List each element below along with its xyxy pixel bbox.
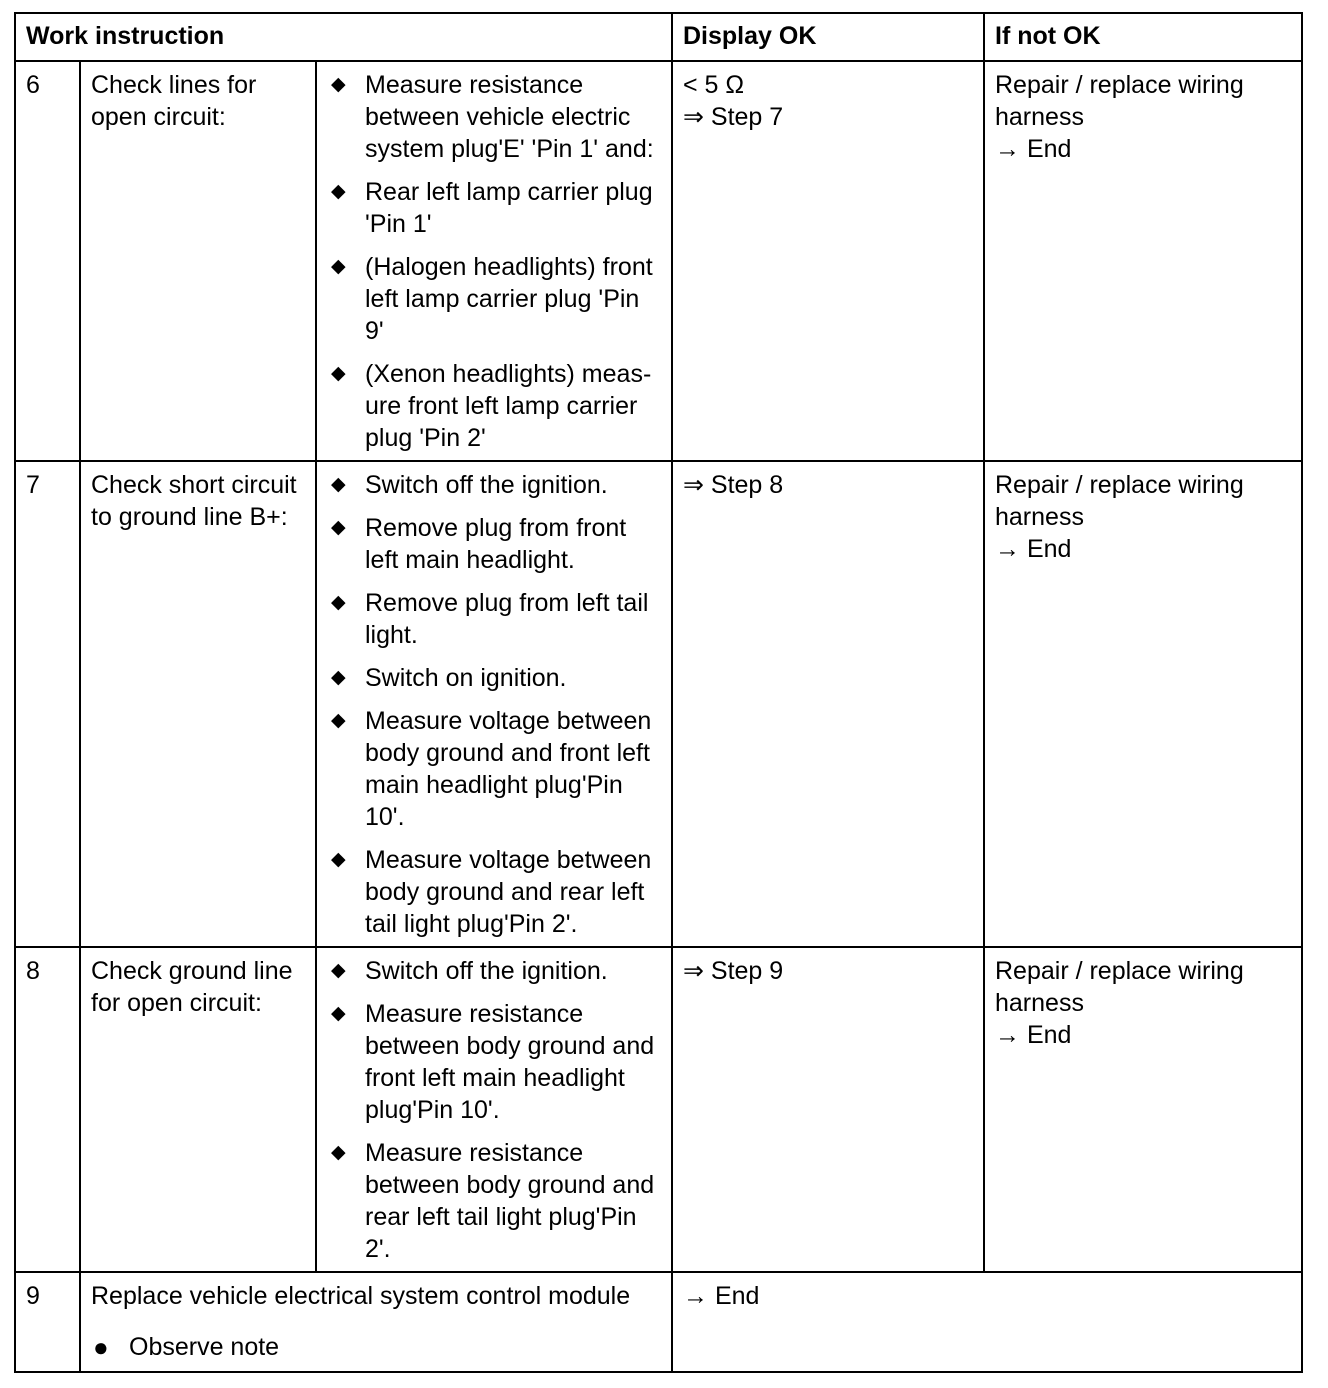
step-number: 6 — [15, 61, 80, 461]
step-number: 9 — [15, 1272, 80, 1372]
diamond-bullet-icon: ◆ — [331, 181, 346, 202]
step-number: 7 — [15, 461, 80, 947]
display-ok-cell: → End — [672, 1272, 1302, 1372]
step-title: Check short circuit to ground line B+: — [80, 461, 316, 947]
work-instruction-table — [14, 12, 1303, 1373]
list-item: ◆ Measure voltage between body ground and rear left tail light plug'Pin 2'. — [331, 846, 652, 938]
table-row — [15, 61, 1302, 461]
header-if-not-ok: If not OK — [984, 13, 1302, 61]
list-item: ◆ Rear left lamp carrier plug 'Pin 1' — [331, 178, 653, 238]
step-actions — [316, 461, 672, 947]
header-display-ok: Display OK — [672, 13, 984, 61]
header-row — [15, 13, 1302, 61]
list-item: ◆ (Halogen headlights) front left lamp carrier plug 'Pin 9' — [331, 253, 653, 345]
list-item: ◆ Switch on ignition. — [331, 664, 567, 692]
step-title: Replace vehicle electrical system control module ● Observe note — [80, 1272, 672, 1372]
list-item: ◆ Remove plug from left tail light. — [331, 589, 649, 649]
table-row — [15, 461, 1302, 947]
table-row — [15, 947, 1302, 1272]
diamond-bullet-icon: ◆ — [331, 74, 346, 95]
display-ok-cell: < 5 Ω ⇒ Step 7 — [672, 61, 984, 461]
list-item: ◆ Switch off the ignition. — [331, 957, 608, 985]
diamond-bullet-icon: ◆ — [331, 849, 346, 870]
if-not-ok-cell: Repair / replace wiring harness → End — [984, 461, 1302, 947]
diamond-bullet-icon: ◆ — [331, 474, 346, 495]
diamond-bullet-icon: ◆ — [331, 1003, 346, 1024]
step-title: Check ground line for open circuit: — [80, 947, 316, 1272]
list-item: ● Observe note — [93, 1332, 280, 1362]
step-actions — [316, 61, 672, 461]
list-item: ◆ Measure resistance between body ground and front left main headlight plug'Pin 10'. — [331, 1000, 655, 1124]
list-item: ◆ Measure resistance between vehicle electric system plug'E' 'Pin 1' and: — [331, 71, 654, 163]
if-not-ok-cell: Repair / replace wiring harness → End — [984, 947, 1302, 1272]
list-item: ◆ Measure resistance between body ground and rear left tail light plug'Pin 2'. — [331, 1139, 655, 1263]
list-item: ◆ Measure voltage between body ground and front left main headlight plug'Pin 10'. — [331, 707, 652, 831]
list-item: ◆ (Xenon headlights) measure front left lamp carrier plug 'Pin 2' — [331, 360, 652, 452]
header-work-instruction: Work instruction — [15, 13, 672, 61]
diamond-bullet-icon: ◆ — [331, 592, 346, 613]
table-row — [15, 1272, 1302, 1372]
diamond-bullet-icon: ◆ — [331, 960, 346, 981]
display-ok-cell: ⇒ Step 8 — [672, 461, 984, 947]
diamond-bullet-icon: ◆ — [331, 1142, 346, 1163]
diamond-bullet-icon: ◆ — [331, 517, 346, 538]
diamond-bullet-icon: ◆ — [331, 710, 346, 731]
display-ok-cell: ⇒ Step 9 — [672, 947, 984, 1272]
diamond-bullet-icon: ◆ — [331, 256, 346, 277]
list-item: ◆ Switch off the ignition. — [331, 471, 608, 499]
step-title: Check lines for open circuit: — [80, 61, 316, 461]
diamond-bullet-icon: ◆ — [331, 363, 346, 384]
round-bullet-icon: ● — [93, 1332, 109, 1362]
list-item: ◆ Remove plug from front left main headlight. — [331, 514, 627, 574]
step-actions — [316, 947, 672, 1272]
diamond-bullet-icon: ◆ — [331, 667, 346, 688]
if-not-ok-cell: Repair / replace wiring harness → End — [984, 61, 1302, 461]
step-number: 8 — [15, 947, 80, 1272]
